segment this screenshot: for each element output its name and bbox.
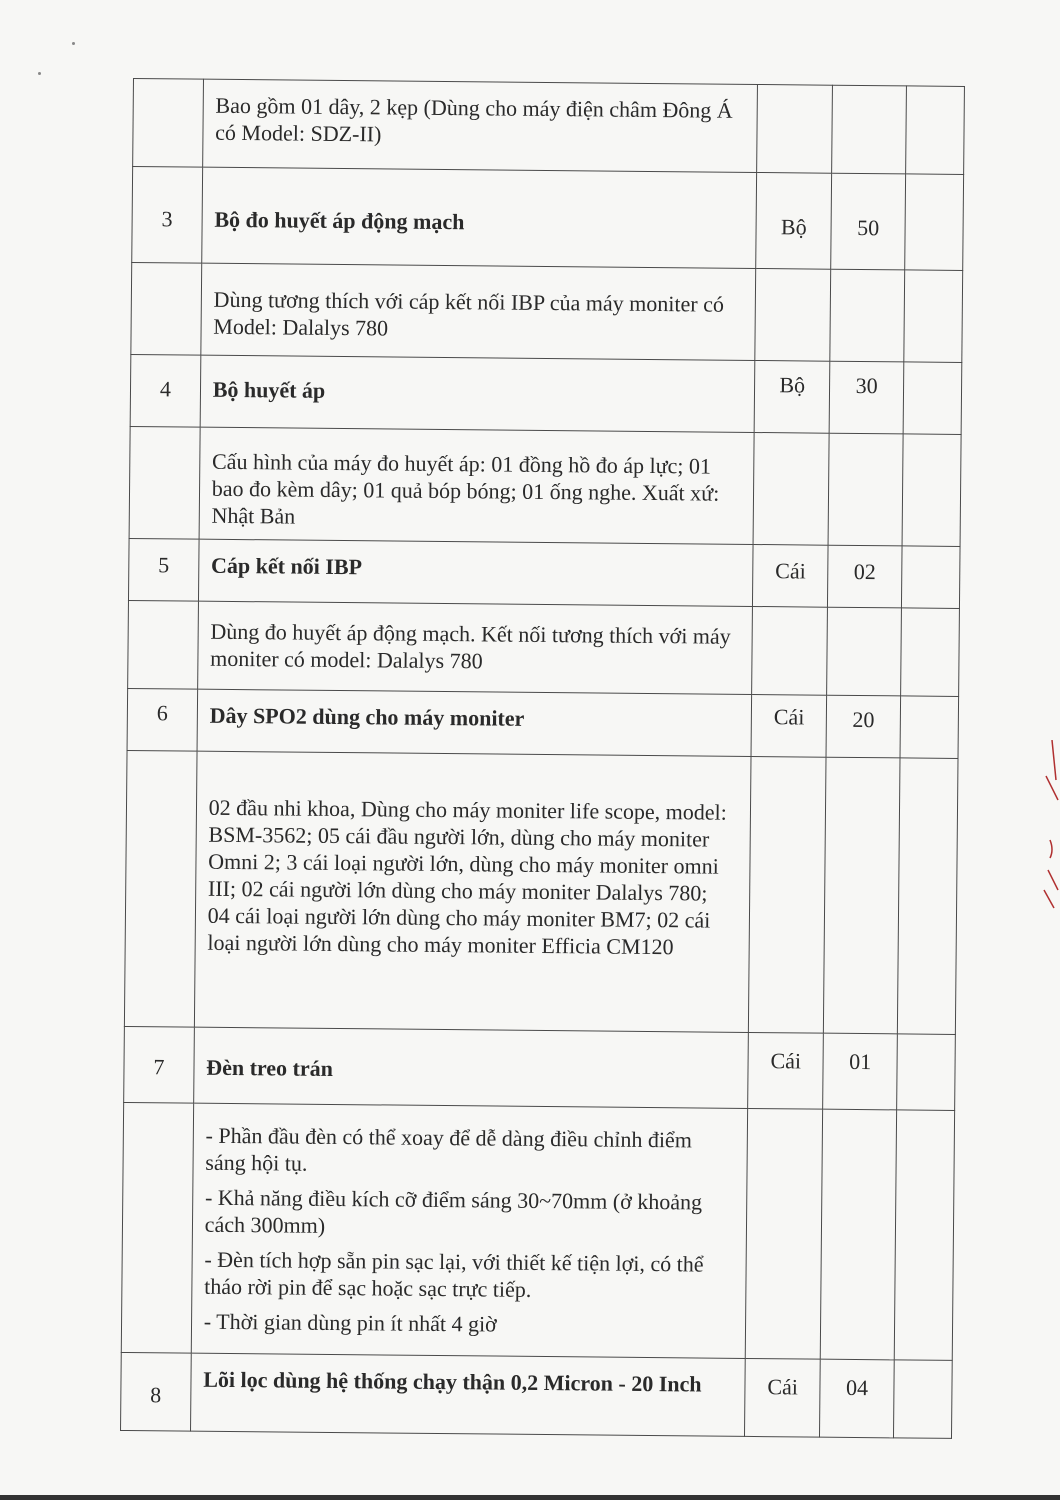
stt-cell — [131, 262, 202, 355]
stt-cell: 8 — [121, 1352, 191, 1431]
item-name: Lõi lọc dùng hệ thống chạy thận 0,2 Micron - 20 Inch — [203, 1366, 702, 1397]
extra-cell — [897, 1034, 956, 1111]
unit-cell: Cái — [745, 1358, 820, 1437]
qty-cell — [823, 757, 900, 1034]
qty-cell — [820, 1109, 897, 1360]
stt-cell: 3 — [132, 167, 203, 264]
table-row — [131, 262, 963, 362]
stt-cell — [124, 750, 196, 1027]
item-name: Bộ đo huyết áp động mạch — [214, 206, 465, 235]
extra-cell — [903, 362, 962, 435]
unit-cell: Bộ — [756, 172, 831, 269]
qty-cell: 04 — [820, 1359, 895, 1438]
scan-speck — [38, 72, 41, 75]
extra-cell — [902, 546, 960, 609]
table-row — [132, 167, 964, 271]
qty-cell — [832, 85, 907, 174]
qty-cell — [827, 607, 902, 696]
description-cell: Dùng đo huyết áp động mạch. Kết nối tương thích với máy moniter có model: Dalalys 780 — [197, 601, 753, 694]
unit-cell — [755, 268, 830, 361]
item-name-cell — [198, 539, 753, 606]
description-cell: 02 đầu nhi khoa, Dùng cho máy moniter life scope, model: BSM-3562; 05 cái đầu người lớn, dùng cho máy moniter Omni 2; 3 cái loại người lớn, dùng cho máy moniter omni III; 02 cái người lớn dùng cho máy moniter Dalalys 780; 04 cái loại người lớn dùng cho máy moniter BM7; 02 cái loại người lớn dùng cho máy moniter Efficia CM120 — [194, 751, 751, 1032]
stt-cell: 7 — [124, 1026, 194, 1103]
table-row — [133, 79, 965, 175]
bullet-line: - Thời gian dùng pin ít nhất 4 giờ — [203, 1308, 497, 1337]
qty-cell: 30 — [829, 361, 904, 434]
table-row — [121, 1352, 953, 1438]
extra-cell — [901, 608, 960, 697]
unit-cell — [752, 606, 827, 695]
description-cell: Dùng tương thích với cáp kết nối IBP của máy moniter có Model: Dalalys 780 — [201, 263, 757, 360]
extra-cell — [902, 434, 961, 547]
stt-cell: 5 — [128, 538, 198, 601]
item-name: Cáp kết nối IBP — [210, 552, 363, 580]
extra-cell — [905, 174, 964, 271]
unit-cell: Bộ — [755, 360, 830, 433]
table-row — [124, 1026, 956, 1110]
item-name-cell — [193, 1027, 748, 1108]
stt-cell — [133, 79, 204, 168]
item-name: Dây SPO2 dùng cho máy moniter — [209, 702, 525, 731]
qty-cell — [828, 433, 903, 546]
item-name-cell — [197, 689, 752, 756]
unit-cell: Cái — [748, 1032, 823, 1109]
extra-cell — [894, 1110, 954, 1361]
scan-speck — [72, 42, 75, 45]
extra-cell — [906, 86, 965, 175]
extra-cell — [900, 696, 958, 759]
item-name: Bộ huyết áp — [212, 376, 326, 403]
table-row — [130, 354, 962, 434]
unit-cell: Cái — [751, 694, 826, 757]
qty-cell: 20 — [826, 695, 901, 758]
unit-cell — [746, 1108, 823, 1359]
description-cell — [191, 1103, 748, 1358]
item-name: Đèn treo trán — [206, 1054, 334, 1081]
table-row — [127, 688, 959, 758]
table-row — [128, 600, 960, 696]
bullet-line: - Phần đầu đèn có thể xoay để dễ dàng điều chỉnh điểm sáng hội tụ. — [205, 1122, 693, 1176]
description-cell: Cấu hình của máy đo huyết áp: 01 đồng hồ đo áp lực; 01 bao đo kèm dây; 01 quả bóp bóng; 01 ống nghe. Xuất xứ: Nhật Bản — [199, 427, 755, 544]
table-row — [124, 750, 958, 1034]
qty-cell: 50 — [831, 173, 906, 270]
stt-cell: 6 — [127, 688, 197, 751]
edge-stamp-mark — [1032, 740, 1060, 910]
table-row — [121, 1102, 954, 1360]
qty-cell — [830, 269, 905, 362]
description-cell: Bao gồm 01 dây, 2 kẹp (Dùng cho máy điện châm Đông Á có Model: SDZ-II) — [202, 79, 758, 172]
unit-cell: Cái — [753, 544, 828, 607]
extra-cell — [894, 1360, 953, 1439]
stt-cell — [128, 600, 199, 689]
stt-cell: 4 — [130, 354, 200, 427]
unit-cell — [749, 756, 826, 1033]
extra-cell — [904, 270, 963, 363]
unit-cell — [757, 84, 832, 173]
bullet-line: - Khả năng điều kích cỡ điểm sáng 30~70mm (ở khoảng cách 300mm) — [204, 1184, 703, 1238]
qty-cell: 02 — [827, 545, 902, 608]
stt-cell — [129, 426, 200, 539]
unit-cell — [753, 432, 829, 545]
stt-cell — [121, 1102, 193, 1353]
item-name-cell — [190, 1353, 745, 1436]
item-name-cell — [201, 167, 757, 268]
extra-cell — [898, 758, 959, 1035]
equipment-table — [120, 78, 965, 1439]
table-row — [128, 538, 960, 608]
qty-cell: 01 — [823, 1033, 898, 1110]
bullet-line: - Đèn tích hợp sẵn pin sạc lại, với thiết kế tiện lợi, có thể tháo rời pin để sạc hoặc sạc trực tiếp. — [204, 1246, 704, 1302]
page-bottom-edge — [0, 1495, 1060, 1500]
item-name-cell — [200, 355, 755, 432]
table-row — [129, 426, 961, 546]
